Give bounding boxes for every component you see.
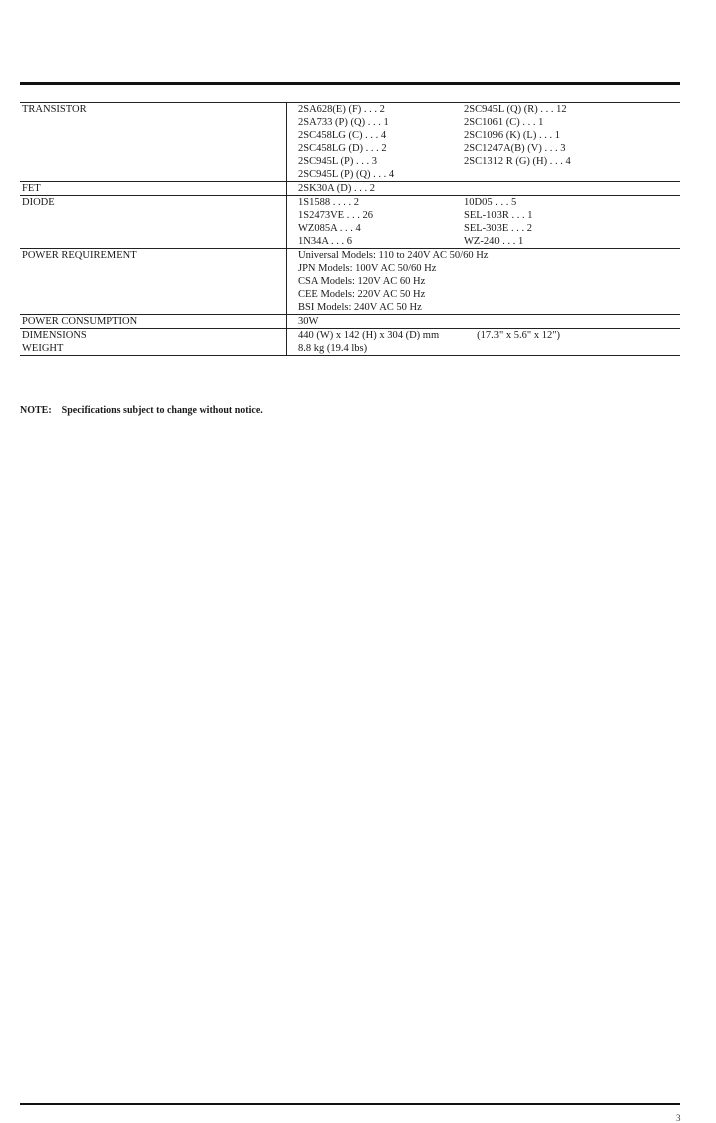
spec-row-diode (20, 196, 680, 249)
power-requirement-list (287, 249, 681, 315)
list-item: Universal Models: 110 to 240V AC 50/60 Hz (298, 250, 489, 261)
list-item: SEL-103R . . . 1 (464, 210, 533, 221)
list-item: 1S1588 . . . . 2 (298, 197, 359, 208)
fet-value: 2SK30A (D) . . . 2 (287, 182, 681, 196)
weight-value: 8.8 kg (19.4 lbs) (287, 342, 681, 356)
spec-label-diode: DIODE (20, 196, 272, 249)
note-text: Specifications subject to change without notice. (61, 405, 263, 416)
dimensions-imperial: (17.3" x 5.6" x 12") (477, 330, 560, 341)
spec-row-weight (20, 342, 680, 356)
list-item: CSA Models: 120V AC 60 Hz (298, 276, 426, 287)
list-item: WZ-240 . . . 1 (464, 236, 524, 247)
spec-row-power-consumption (20, 315, 680, 329)
list-item: CEE Models: 220V AC 50 Hz (298, 289, 426, 300)
spec-row-transistor (20, 103, 680, 182)
page-number: 3 (676, 1113, 681, 1123)
list-item: 2SA733 (P) (Q) . . . 1 (298, 117, 389, 128)
list-item: 2SC945L (P) (Q) . . . 4 (298, 169, 395, 180)
list-item: 2SC458LG (C) . . . 4 (298, 130, 387, 141)
list-item: JPN Models: 100V AC 50/60 Hz (298, 263, 437, 274)
list-item: 2SC945L (P) . . . 3 (298, 156, 377, 167)
spec-label-dimensions: DIMENSIONS (20, 329, 272, 343)
spec-row-dimensions (20, 329, 680, 343)
list-item: 2SC1247A(B) (V) . . . 3 (464, 143, 566, 154)
list-item: 2SC1061 (C) . . . 1 (464, 117, 544, 128)
spec-label-power-requirement: POWER REQUIREMENT (20, 249, 272, 315)
dimensions-metric: 440 (W) x 142 (H) x 304 (D) mm (298, 330, 440, 341)
dimensions-value (287, 329, 681, 343)
list-item: WZ085A . . . 4 (298, 223, 361, 234)
list-item: 2SC1312 R (G) (H) . . . 4 (464, 156, 571, 167)
list-item: 2SA628(E) (F) . . . 2 (298, 104, 385, 115)
list-item: 10D05 . . . 5 (464, 197, 517, 208)
top-rule (20, 82, 680, 85)
list-item: 1N34A . . . 6 (298, 236, 352, 247)
specifications-note (20, 405, 263, 416)
spec-row-power-requirement (20, 249, 680, 315)
list-item: 2SC458LG (D) . . . 2 (298, 143, 387, 154)
diode-list-col2 (464, 196, 680, 249)
spec-label-transistor: TRANSISTOR (20, 103, 272, 182)
spec-row-fet (20, 182, 680, 196)
spec-label-power-consumption: POWER CONSUMPTION (20, 315, 272, 329)
diode-list-col1 (287, 196, 465, 249)
list-item: 1S2473VE . . . 26 (298, 210, 373, 221)
list-item: 2SC945L (Q) (R) . . . 12 (464, 104, 567, 115)
transistor-list-col2 (464, 103, 680, 182)
list-item: BSI Models: 240V AC 50 Hz (298, 302, 422, 313)
spec-label-weight: WEIGHT (20, 342, 272, 356)
specifications-table (20, 102, 680, 356)
bottom-rule (20, 1103, 680, 1105)
list-item: 2SC1096 (K) (L) . . . 1 (464, 130, 560, 141)
power-consumption-value: 30W (287, 315, 681, 329)
note-label: NOTE: (20, 405, 52, 416)
list-item: SEL-303E . . . 2 (464, 223, 532, 234)
transistor-list-col1 (287, 103, 465, 182)
spec-label-fet: FET (20, 182, 272, 196)
